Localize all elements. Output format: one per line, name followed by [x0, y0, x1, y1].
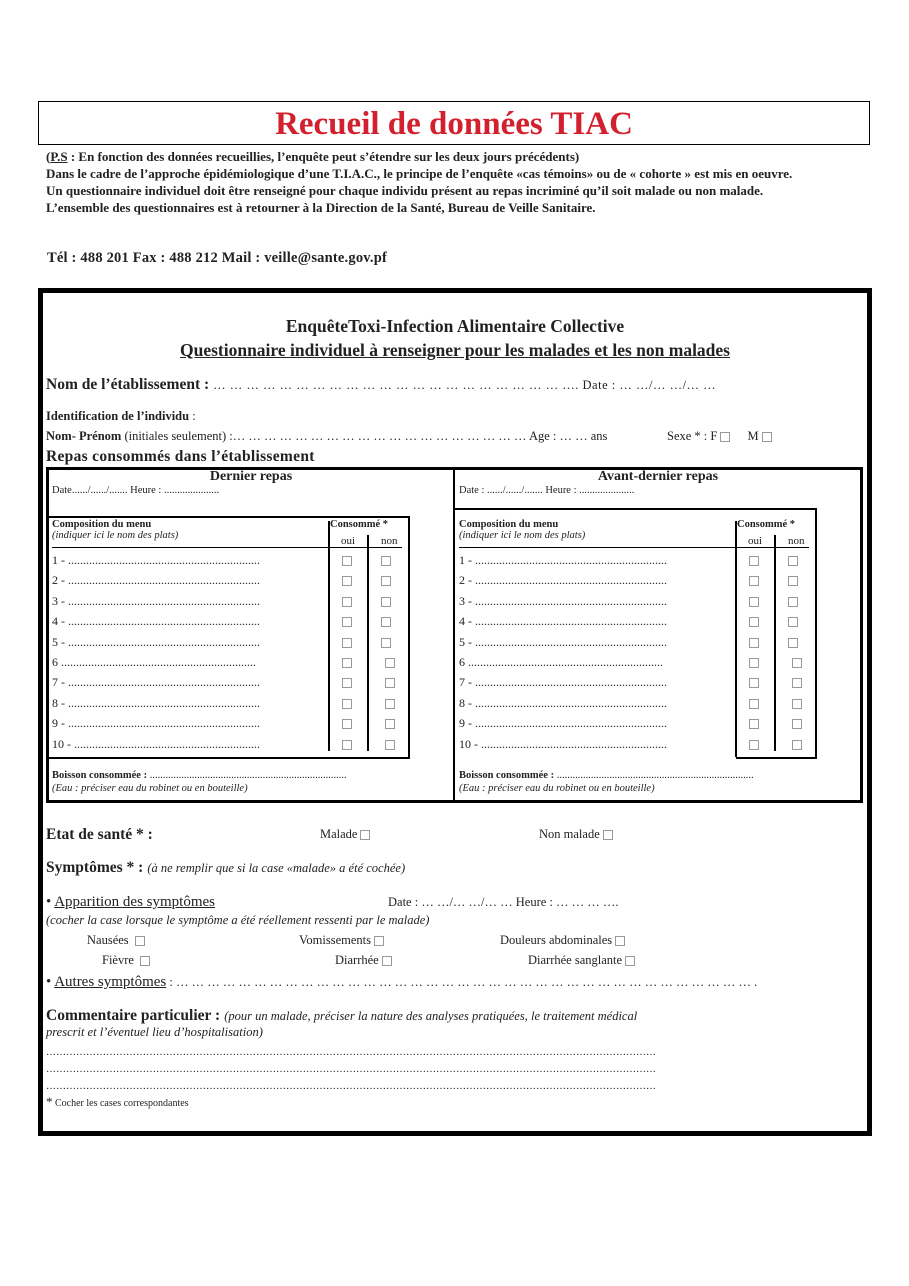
symptomes-hint: (à ne remplir que si la case «malade» a été cochée) [147, 861, 406, 875]
menu-row[interactable]: 1 - ................................................................ [459, 553, 667, 567]
boisson-label: Boisson consommée : [459, 770, 555, 781]
symptom-checkbox[interactable] [135, 936, 145, 946]
non-checkbox[interactable] [788, 617, 798, 627]
non-checkbox[interactable] [788, 597, 798, 607]
menu-row[interactable]: 6 ................................................................. [459, 655, 663, 669]
menu-row[interactable]: 2 - ................................................................ [52, 573, 260, 588]
non-checkbox[interactable] [385, 678, 395, 688]
oui-label: oui [748, 535, 763, 547]
footnote [46, 1094, 189, 1110]
intro-text [46, 148, 866, 216]
sexe-row [667, 429, 772, 444]
symptom-label: Nausées [87, 933, 129, 947]
non-checkbox[interactable] [792, 719, 802, 729]
menu-row[interactable]: 9 - ................................................................ [52, 716, 260, 731]
sexe-m-checkbox[interactable] [762, 432, 772, 442]
oui-checkbox[interactable] [342, 740, 352, 750]
oui-checkbox[interactable] [749, 556, 759, 566]
boisson-field[interactable]: ........................................................................... [147, 770, 347, 781]
commentaire-hint-2: prescrit et l’éventuel lieu d’hospitalisation) [46, 1025, 263, 1039]
symptom-checkbox[interactable] [374, 936, 384, 946]
oui-checkbox[interactable] [749, 576, 759, 586]
non-checkbox[interactable] [381, 576, 391, 586]
menu-row[interactable]: 8 - ................................................................ [52, 695, 260, 710]
menu-row[interactable]: 6 ................................................................. [52, 655, 256, 669]
page-title: Recueil de données TIAC [275, 106, 633, 142]
symptomes-label: Symptômes * : [46, 859, 144, 876]
non-checkbox[interactable] [792, 740, 802, 750]
meal-date-field[interactable]: Date....../....../....... Heure : ..................... [52, 485, 220, 496]
identification-colon: : [189, 409, 196, 423]
symptom-checkbox[interactable] [140, 956, 150, 966]
comment-line[interactable]: ………………………………………………………………………………………………………………………………………………………………… [46, 1047, 656, 1058]
oui-checkbox[interactable] [342, 597, 352, 607]
symptom-checkbox[interactable] [625, 956, 635, 966]
commentaire-lines[interactable] [46, 1044, 794, 1095]
boisson-hint: (Eau : préciser eau du robinet ou en bouteille) [52, 783, 248, 794]
ps-label: P.S [50, 149, 68, 164]
etablissement-row [46, 376, 716, 394]
menu-row[interactable]: 1 - ................................................................ [52, 553, 260, 567]
menu-row[interactable]: 4 - ................................................................ [459, 614, 667, 629]
non-checkbox[interactable] [385, 740, 395, 750]
meals-divider [453, 467, 455, 803]
apparition-row: • Apparition des symptômes [46, 894, 216, 910]
boisson-field[interactable]: ........................................................................... [554, 770, 754, 781]
contact-line: Tél : 488 201 Fax : 488 212 Mail : veille@sante.gov.pf [47, 250, 388, 266]
boisson-avant [459, 770, 859, 794]
non-malade-checkbox[interactable] [603, 830, 613, 840]
oui-checkbox[interactable] [342, 658, 352, 668]
apparition-date-field[interactable]: Date : … …/… …/… … Heure : … … … …. [388, 895, 619, 909]
symptomes-row [46, 859, 405, 877]
menu-row[interactable]: 9 - ................................................................ [459, 716, 667, 731]
menu-row[interactable]: 5 - ................................................................ [459, 634, 667, 649]
symptom-checkbox[interactable] [382, 956, 392, 966]
oui-checkbox[interactable] [342, 576, 352, 586]
footnote-text: Cocher les cases correspondantes [52, 1098, 189, 1109]
non-checkbox[interactable] [792, 678, 802, 688]
meal-avant-dernier [456, 469, 860, 496]
oui-checkbox[interactable] [749, 597, 759, 607]
menu-row[interactable]: 7 - ................................................................ [459, 675, 667, 690]
meal-dernier [49, 469, 453, 496]
non-checkbox[interactable] [381, 556, 391, 566]
repas-label: Repas consommés dans l’établissement [46, 448, 315, 465]
non-checkbox[interactable] [792, 658, 802, 668]
non-checkbox[interactable] [385, 699, 395, 709]
non-label: non [788, 535, 805, 547]
boisson-dernier [52, 770, 452, 794]
non-label: non [381, 535, 398, 547]
non-checkbox[interactable] [381, 597, 391, 607]
symptom-label: Fièvre [102, 953, 134, 967]
symptom-diarrhee [335, 953, 392, 968]
apparition-label: Apparition des symptômes [54, 894, 216, 910]
menu-row[interactable]: 5 - ................................................................ [52, 634, 260, 649]
oui-checkbox[interactable] [749, 719, 759, 729]
menu-head-rule [459, 547, 809, 548]
symptom-diarrhee-sanglante [528, 953, 635, 968]
ps-text: : En fonction des données recueillies, l’enquête peut s’étendre sur les deux jours précédents) [67, 149, 580, 164]
oui-checkbox[interactable] [342, 638, 352, 648]
symptom-label: Vomissements [299, 933, 371, 947]
non-checkbox[interactable] [385, 658, 395, 668]
oui-non-rule [367, 535, 369, 751]
consomme-rule [328, 521, 330, 751]
symptom-checkbox[interactable] [615, 936, 625, 946]
non-malade-option [539, 827, 613, 842]
comment-line[interactable]: ………………………………………………………………………………………………………………………………………………………………… [46, 1064, 656, 1075]
menu-row[interactable]: 2 - ................................................................ [459, 573, 667, 588]
menu-row[interactable]: 10 - .............................................................. [459, 736, 667, 751]
nom-label: Nom- Prénom [46, 429, 122, 443]
symptom-label: Diarrhée sanglante [528, 953, 623, 967]
nom-field[interactable]: … … … … … … … … … … … … … … … … … … … Age : … … ans [232, 429, 608, 443]
oui-checkbox[interactable] [749, 638, 759, 648]
menu-head-label: Composition du menu [52, 519, 152, 530]
autres-label: Autres symptômes [54, 974, 167, 990]
menu-top-rule-avant [455, 508, 817, 510]
menu-sub-label: (indiquer ici le nom des plats) [52, 530, 179, 541]
non-checkbox[interactable] [788, 556, 798, 566]
menu-head-label: Composition du menu [459, 519, 559, 530]
meal-title: Avant-dernier repas [597, 469, 719, 484]
menu-row[interactable]: 3 - ................................................................ [459, 593, 667, 608]
non-checkbox[interactable] [792, 699, 802, 709]
meal-title: Dernier repas [209, 469, 293, 484]
malade-checkbox[interactable] [360, 830, 370, 840]
sexe-m-label: M [747, 429, 759, 443]
symptom-label: Douleurs abdominales [500, 933, 613, 947]
menu-row[interactable]: 8 - ................................................................ [459, 695, 667, 710]
autres-field[interactable]: : … … … … … … … … … … … … … … … … … … … … … … … … … … … … … … … … … … … … … . [166, 975, 758, 989]
commentaire-label: Commentaire particulier : [46, 1007, 221, 1024]
oui-checkbox[interactable] [342, 719, 352, 729]
oui-non-rule [774, 535, 776, 751]
oui-checkbox[interactable] [342, 556, 352, 566]
oui-checkbox[interactable] [342, 699, 352, 709]
oui-label: oui [341, 535, 356, 547]
boisson-hint: (Eau : préciser eau du robinet ou en bouteille) [459, 783, 655, 794]
menu-row[interactable]: 10 - .............................................................. [52, 736, 260, 751]
oui-checkbox[interactable] [749, 617, 759, 627]
etat-label: Etat de santé * : [46, 826, 153, 843]
malade-label: Malade [320, 827, 358, 841]
oui-checkbox[interactable] [749, 678, 759, 688]
non-malade-label: Non malade [539, 827, 600, 841]
consomme-label: Consommé * [737, 519, 796, 530]
oui-checkbox[interactable] [749, 699, 759, 709]
etablissement-label: Nom de l’établissement : [46, 376, 210, 393]
boisson-label: Boisson consommée : [52, 770, 148, 781]
symptom-vomissements [299, 933, 384, 948]
non-checkbox[interactable] [385, 719, 395, 729]
intro-line-2: Dans le cadre de l’approche épidémiologique d’une T.I.A.C., le principe de l’enquête «cas témoins» ou de « cohorte » est mis en oeuvre. [46, 166, 793, 181]
autres-row: • Autres symptômes : … … … … … … … … … … … … … … … … … … … … … … … … … … … … … … … … … … … … … . [46, 974, 758, 990]
symptom-label: Diarrhée [335, 953, 379, 967]
menu-sub-label: (indiquer ici le nom des plats) [459, 530, 586, 541]
menu-bottom-rule-avant [736, 757, 817, 759]
non-checkbox[interactable] [381, 638, 391, 648]
menu-head-rule [52, 547, 402, 548]
oui-checkbox[interactable] [342, 617, 352, 627]
malade-option [320, 827, 370, 842]
intro-line-4: L’ensemble des questionnaires est à retourner à la Direction de la Santé, Bureau de Veille Sanitaire. [46, 200, 596, 215]
non-checkbox[interactable] [381, 617, 391, 627]
commentaire-row [46, 1007, 637, 1025]
oui-checkbox[interactable] [342, 678, 352, 688]
menu-head-avant [459, 519, 585, 541]
ps-line: (P.S : En fonction des données recueillies, l’enquête peut s’étendre sur les deux jours précédents) [46, 149, 580, 164]
sexe-label: Sexe * : F [667, 429, 718, 443]
menu-right-rule-avant [815, 508, 817, 758]
comment-line[interactable]: ………………………………………………………………………………………………………………………………………………………………… [46, 1081, 656, 1092]
form-heading: EnquêteToxi-Infection Alimentaire Collective [285, 316, 625, 336]
consomme-rule [735, 521, 737, 757]
form-subheading: Questionnaire individuel à renseigner pour les malades et les non malades [179, 340, 730, 360]
menu-head-dernier [52, 519, 178, 541]
apparition-hint: (cocher la case lorsque le symptôme a été réellement ressenti par le malade) [46, 913, 430, 927]
symptom-nausees [87, 933, 145, 948]
commentaire-hint: (pour un malade, préciser la nature des analyses pratiquées, le traitement médical [224, 1009, 638, 1023]
identification-row [46, 409, 196, 424]
sexe-f-checkbox[interactable] [720, 432, 730, 442]
oui-checkbox[interactable] [749, 740, 759, 750]
symptom-fievre [102, 953, 150, 968]
symptom-douleurs [500, 933, 625, 948]
nom-row [46, 429, 607, 444]
consomme-label: Consommé * [330, 519, 389, 530]
etablissement-field[interactable]: … … … … … … … … … … … … … … … … … … … … … …. Date : … …/… …/… … [213, 378, 717, 392]
non-checkbox[interactable] [788, 576, 798, 586]
menu-row[interactable]: 7 - ................................................................ [52, 675, 260, 690]
meal-date-field[interactable]: Date : ....../....../....... Heure : ..................... [459, 485, 635, 496]
footnote-star: * [46, 1094, 53, 1109]
menu-row[interactable]: 3 - ................................................................ [52, 593, 260, 608]
intro-line-3: Un questionnaire individuel doit être renseigné pour chaque individu présent au repas incriminé qu’il soit malade ou non malade. [46, 183, 764, 198]
oui-checkbox[interactable] [749, 658, 759, 668]
nom-hint: (initiales seulement) : [121, 429, 233, 443]
non-checkbox[interactable] [788, 638, 798, 648]
menu-row[interactable]: 4 - ................................................................ [52, 614, 260, 629]
identification-label: Identification de l’individu [46, 409, 190, 423]
